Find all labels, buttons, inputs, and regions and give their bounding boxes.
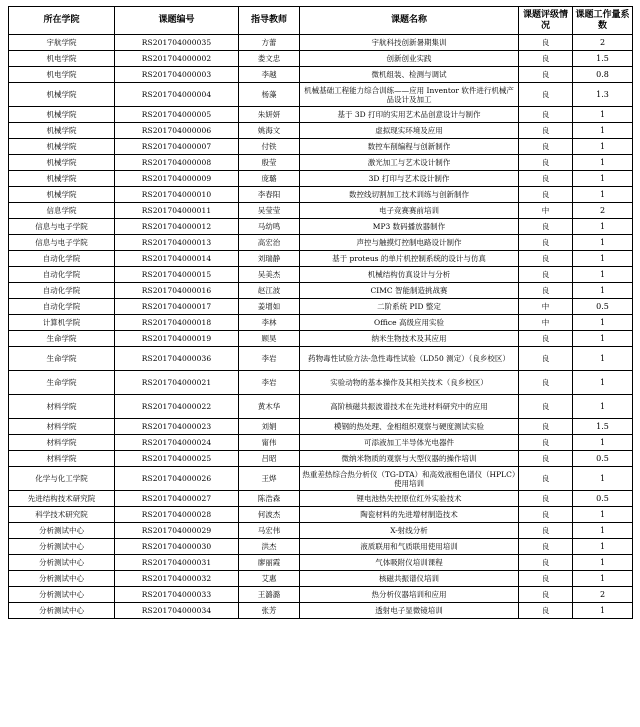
table-row [9, 395, 633, 419]
cell-college: 信息学院 [9, 203, 115, 219]
cell-evaluation: 良 [519, 507, 573, 523]
cell-course-name: 纳米生物技术及其应用 [300, 331, 519, 347]
cell-college: 机械学院 [9, 123, 115, 139]
cell-course-name: 可添液加工半导体光电器件 [300, 435, 519, 451]
table-row [9, 67, 633, 83]
cell-coefficient: 1 [573, 251, 633, 267]
cell-teacher: 吴莹莹 [239, 203, 300, 219]
cell-coefficient: 0.5 [573, 451, 633, 467]
cell-code: RS201704000033 [115, 587, 239, 603]
table-row [9, 123, 633, 139]
cell-college: 分析测试中心 [9, 555, 115, 571]
cell-evaluation: 良 [519, 251, 573, 267]
cell-evaluation: 良 [519, 51, 573, 67]
header-row [9, 7, 633, 35]
cell-college: 分析测试中心 [9, 539, 115, 555]
cell-course-name: Office 高级应用实验 [300, 315, 519, 331]
table-row [9, 171, 633, 187]
cell-coefficient: 1 [573, 283, 633, 299]
cell-course-name: 药物毒性试验方法-急性毒性试验（LD50 测定）（良乡校区） [300, 347, 519, 371]
cell-coefficient: 1 [573, 555, 633, 571]
cell-teacher: 李越 [239, 67, 300, 83]
cell-course-name: 热重差热综合热分析仪（TG-DTA）和高效液相色谱仪（HPLC）使用培训 [300, 467, 519, 491]
cell-evaluation: 中 [519, 299, 573, 315]
cell-coefficient: 1 [573, 467, 633, 491]
cell-course-name: 二阶系统 PID 整定 [300, 299, 519, 315]
cell-college: 机电学院 [9, 67, 115, 83]
cell-evaluation: 良 [519, 451, 573, 467]
cell-teacher: 方蕾 [239, 35, 300, 51]
cell-course-name: 声控与触摸灯控制电路设计制作 [300, 235, 519, 251]
cell-course-name: 机械基础工程能力综合训练——应用 Inventor 软件进行机械产品设计及加工 [300, 83, 519, 107]
cell-evaluation: 良 [519, 219, 573, 235]
cell-code: RS201704000011 [115, 203, 239, 219]
cell-coefficient: 1 [573, 107, 633, 123]
cell-code: RS201704000009 [115, 171, 239, 187]
cell-course-name: 基于 proteus 的单片机控制系统的设计与仿真 [300, 251, 519, 267]
cell-evaluation: 良 [519, 419, 573, 435]
cell-evaluation: 良 [519, 235, 573, 251]
cell-college: 信息与电子学院 [9, 235, 115, 251]
cell-evaluation: 良 [519, 539, 573, 555]
cell-course-name: 高阶核磁共振波谱技术在先进材料研究中的应用 [300, 395, 519, 419]
cell-course-name: 核磁共振谱仪培训 [300, 571, 519, 587]
cell-code: RS201704000022 [115, 395, 239, 419]
cell-college: 生命学院 [9, 371, 115, 395]
cell-course-name: 锂电池热失控原位红外实验技术 [300, 491, 519, 507]
cell-teacher: 刘娟 [239, 419, 300, 435]
cell-code: RS201704000034 [115, 603, 239, 619]
cell-code: RS201704000002 [115, 51, 239, 67]
cell-coefficient: 1 [573, 435, 633, 451]
cell-course-name: 实验动物的基本操作及其相关技术（良乡校区） [300, 371, 519, 395]
cell-coefficient: 1 [573, 371, 633, 395]
cell-coefficient: 1 [573, 235, 633, 251]
cell-code: RS201704000029 [115, 523, 239, 539]
table-row [9, 451, 633, 467]
cell-course-name: 液质联用和气质联用使用培训 [300, 539, 519, 555]
cell-evaluation: 良 [519, 267, 573, 283]
cell-code: RS201704000016 [115, 283, 239, 299]
cell-evaluation: 良 [519, 35, 573, 51]
cell-code: RS201704000028 [115, 507, 239, 523]
cell-college: 自动化学院 [9, 299, 115, 315]
cell-college: 生命学院 [9, 331, 115, 347]
cell-teacher: 顾昊 [239, 331, 300, 347]
cell-teacher: 马宏伟 [239, 523, 300, 539]
cell-coefficient: 1 [573, 539, 633, 555]
cell-course-name: 宇航科技创新暑期集训 [300, 35, 519, 51]
cell-code: RS201704000013 [115, 235, 239, 251]
cell-code: RS201704000021 [115, 371, 239, 395]
cell-teacher: 李林 [239, 315, 300, 331]
cell-coefficient: 1 [573, 219, 633, 235]
cell-code: RS201704000035 [115, 35, 239, 51]
cell-coefficient: 1 [573, 603, 633, 619]
cell-code: RS201704000014 [115, 251, 239, 267]
cell-evaluation: 良 [519, 83, 573, 107]
cell-teacher: 陈浩森 [239, 491, 300, 507]
cell-coefficient: 0.5 [573, 491, 633, 507]
table-body [9, 35, 633, 619]
cell-evaluation: 良 [519, 371, 573, 395]
cell-course-name: 基于 3D 打印的实用艺术品创意设计与制作 [300, 107, 519, 123]
cell-course-name: 气体吸附仪培训课程 [300, 555, 519, 571]
table-row [9, 507, 633, 523]
cell-evaluation: 良 [519, 123, 573, 139]
cell-coefficient: 1 [573, 571, 633, 587]
header-college: 所在学院 [9, 7, 115, 35]
cell-code: RS201704000003 [115, 67, 239, 83]
cell-coefficient: 1 [573, 347, 633, 371]
cell-teacher: 王潞潞 [239, 587, 300, 603]
cell-code: RS201704000025 [115, 451, 239, 467]
cell-coefficient: 1 [573, 507, 633, 523]
cell-evaluation: 良 [519, 523, 573, 539]
cell-course-name: X-射线分析 [300, 523, 519, 539]
table-row [9, 555, 633, 571]
cell-coefficient: 1 [573, 315, 633, 331]
header-eval: 课题评级情况 [519, 7, 573, 35]
table-row [9, 155, 633, 171]
cell-teacher: 吕昭 [239, 451, 300, 467]
table-row [9, 139, 633, 155]
cell-college: 计算机学院 [9, 315, 115, 331]
table-row [9, 371, 633, 395]
cell-course-name: 模钢的热处理、金相组织观察与硬度测试实验 [300, 419, 519, 435]
cell-coefficient: 1.3 [573, 83, 633, 107]
cell-coefficient: 1 [573, 171, 633, 187]
table-row [9, 539, 633, 555]
cell-code: RS201704000024 [115, 435, 239, 451]
cell-course-name: 微机组装、检测与调试 [300, 67, 519, 83]
cell-course-name: 陶瓷材料的先进增材制造技术 [300, 507, 519, 523]
cell-teacher: 李春阳 [239, 187, 300, 203]
table-row [9, 315, 633, 331]
cell-teacher: 李岩 [239, 371, 300, 395]
cell-college: 生命学院 [9, 347, 115, 371]
cell-teacher: 娄文忠 [239, 51, 300, 67]
cell-course-name: 数控车削编程与创新制作 [300, 139, 519, 155]
header-coef: 课题工作量系数 [573, 7, 633, 35]
cell-code: RS201704000008 [115, 155, 239, 171]
cell-coefficient: 1.5 [573, 419, 633, 435]
cell-evaluation: 良 [519, 347, 573, 371]
cell-evaluation: 良 [519, 67, 573, 83]
table-row [9, 83, 633, 107]
cell-coefficient: 1 [573, 123, 633, 139]
cell-evaluation: 中 [519, 203, 573, 219]
cell-college: 材料学院 [9, 451, 115, 467]
cell-college: 机械学院 [9, 107, 115, 123]
cell-college: 自动化学院 [9, 251, 115, 267]
cell-coefficient: 1 [573, 139, 633, 155]
cell-course-name: MP3 数码播放器制作 [300, 219, 519, 235]
cell-evaluation: 良 [519, 435, 573, 451]
cell-code: RS201704000030 [115, 539, 239, 555]
cell-coefficient: 2 [573, 35, 633, 51]
cell-college: 机械学院 [9, 171, 115, 187]
cell-code: RS201704000012 [115, 219, 239, 235]
cell-teacher: 姚海文 [239, 123, 300, 139]
table-row [9, 219, 633, 235]
cell-college: 自动化学院 [9, 283, 115, 299]
cell-code: RS201704000005 [115, 107, 239, 123]
cell-evaluation: 良 [519, 139, 573, 155]
cell-college: 自动化学院 [9, 267, 115, 283]
cell-teacher: 赵江波 [239, 283, 300, 299]
table-row [9, 267, 633, 283]
cell-coefficient: 2 [573, 203, 633, 219]
table-row [9, 283, 633, 299]
table-row [9, 467, 633, 491]
course-table [8, 6, 633, 619]
cell-course-name: 3D 打印与艺术设计制作 [300, 171, 519, 187]
cell-teacher: 吴美杰 [239, 267, 300, 283]
cell-evaluation: 良 [519, 571, 573, 587]
cell-code: RS201704000010 [115, 187, 239, 203]
cell-college: 机械学院 [9, 139, 115, 155]
cell-teacher: 张芳 [239, 603, 300, 619]
cell-coefficient: 1 [573, 523, 633, 539]
cell-course-name: 透射电子显微镜培训 [300, 603, 519, 619]
cell-course-name: 机械结构仿真设计与分析 [300, 267, 519, 283]
cell-evaluation: 良 [519, 555, 573, 571]
cell-coefficient: 0.5 [573, 299, 633, 315]
cell-college: 信息与电子学院 [9, 219, 115, 235]
table-row [9, 299, 633, 315]
cell-course-name: CIMC 智能制造挑战赛 [300, 283, 519, 299]
cell-teacher: 洪杰 [239, 539, 300, 555]
cell-coefficient: 1 [573, 331, 633, 347]
cell-college: 材料学院 [9, 435, 115, 451]
cell-course-name: 数控线切割加工技术训练与创新制作 [300, 187, 519, 203]
cell-evaluation: 良 [519, 171, 573, 187]
cell-college: 材料学院 [9, 395, 115, 419]
cell-code: RS201704000017 [115, 299, 239, 315]
cell-teacher: 朱妍妍 [239, 107, 300, 123]
table-row [9, 107, 633, 123]
cell-code: RS201704000027 [115, 491, 239, 507]
cell-college: 分析测试中心 [9, 571, 115, 587]
cell-college: 机械学院 [9, 187, 115, 203]
cell-teacher: 黄木华 [239, 395, 300, 419]
table-row [9, 251, 633, 267]
cell-course-name: 微纳米物质的观察与大型仪器的操作培训 [300, 451, 519, 467]
cell-code: RS201704000018 [115, 315, 239, 331]
cell-college: 机械学院 [9, 83, 115, 107]
cell-evaluation: 良 [519, 283, 573, 299]
cell-college: 科学技术研究院 [9, 507, 115, 523]
cell-evaluation: 良 [519, 467, 573, 491]
cell-evaluation: 良 [519, 587, 573, 603]
table-row [9, 491, 633, 507]
table-row [9, 35, 633, 51]
table-row [9, 203, 633, 219]
cell-evaluation: 良 [519, 155, 573, 171]
cell-evaluation: 良 [519, 491, 573, 507]
cell-college: 化学与化工学院 [9, 467, 115, 491]
cell-teacher: 付铁 [239, 139, 300, 155]
cell-code: RS201704000036 [115, 347, 239, 371]
cell-code: RS201704000023 [115, 419, 239, 435]
cell-coefficient: 1 [573, 155, 633, 171]
cell-teacher: 杨藻 [239, 83, 300, 107]
table-row [9, 419, 633, 435]
table-row [9, 187, 633, 203]
cell-college: 分析测试中心 [9, 587, 115, 603]
cell-code: RS201704000031 [115, 555, 239, 571]
cell-teacher: 艾惠 [239, 571, 300, 587]
cell-college: 分析测试中心 [9, 603, 115, 619]
cell-code: RS201704000032 [115, 571, 239, 587]
cell-code: RS201704000026 [115, 467, 239, 491]
cell-teacher: 庞璐 [239, 171, 300, 187]
cell-evaluation: 良 [519, 603, 573, 619]
cell-coefficient: 1.5 [573, 51, 633, 67]
cell-course-name: 电子竞赛赛前培训 [300, 203, 519, 219]
cell-coefficient: 1 [573, 395, 633, 419]
cell-evaluation: 中 [519, 315, 573, 331]
cell-college: 机械学院 [9, 155, 115, 171]
cell-teacher: 李岩 [239, 347, 300, 371]
cell-code: RS201704000019 [115, 331, 239, 347]
cell-coefficient: 2 [573, 587, 633, 603]
cell-evaluation: 良 [519, 395, 573, 419]
cell-evaluation: 良 [519, 187, 573, 203]
cell-teacher: 刘瑞静 [239, 251, 300, 267]
table-row [9, 571, 633, 587]
table-row [9, 235, 633, 251]
cell-code: RS201704000006 [115, 123, 239, 139]
cell-coefficient: 0.8 [573, 67, 633, 83]
cell-teacher: 殷莹 [239, 155, 300, 171]
table-row [9, 603, 633, 619]
cell-course-name: 热分析仪器培训和应用 [300, 587, 519, 603]
cell-code: RS201704000015 [115, 267, 239, 283]
cell-college: 分析测试中心 [9, 523, 115, 539]
cell-teacher: 姜增如 [239, 299, 300, 315]
header-teacher: 指导教师 [239, 7, 300, 35]
document-page [8, 6, 632, 619]
table-row [9, 51, 633, 67]
table-row [9, 523, 633, 539]
cell-coefficient: 1 [573, 267, 633, 283]
cell-teacher: 廖丽霞 [239, 555, 300, 571]
table-row [9, 435, 633, 451]
cell-teacher: 高宏治 [239, 235, 300, 251]
header-code: 课题编号 [115, 7, 239, 35]
cell-college: 材料学院 [9, 419, 115, 435]
cell-teacher: 王烨 [239, 467, 300, 491]
cell-teacher: 马幼鸣 [239, 219, 300, 235]
table-row [9, 587, 633, 603]
cell-evaluation: 良 [519, 331, 573, 347]
cell-college: 机电学院 [9, 51, 115, 67]
cell-course-name: 虚拟现实环境及应用 [300, 123, 519, 139]
cell-college: 先进结构技术研究院 [9, 491, 115, 507]
cell-code: RS201704000004 [115, 83, 239, 107]
cell-course-name: 创新创业实践 [300, 51, 519, 67]
cell-teacher: 何波杰 [239, 507, 300, 523]
cell-evaluation: 良 [519, 107, 573, 123]
header-name: 课题名称 [300, 7, 519, 35]
cell-college: 宇航学院 [9, 35, 115, 51]
cell-code: RS201704000007 [115, 139, 239, 155]
table-row [9, 347, 633, 371]
cell-coefficient: 1 [573, 187, 633, 203]
table-row [9, 331, 633, 347]
cell-course-name: 激光加工与艺术设计制作 [300, 155, 519, 171]
cell-teacher: 甯伟 [239, 435, 300, 451]
